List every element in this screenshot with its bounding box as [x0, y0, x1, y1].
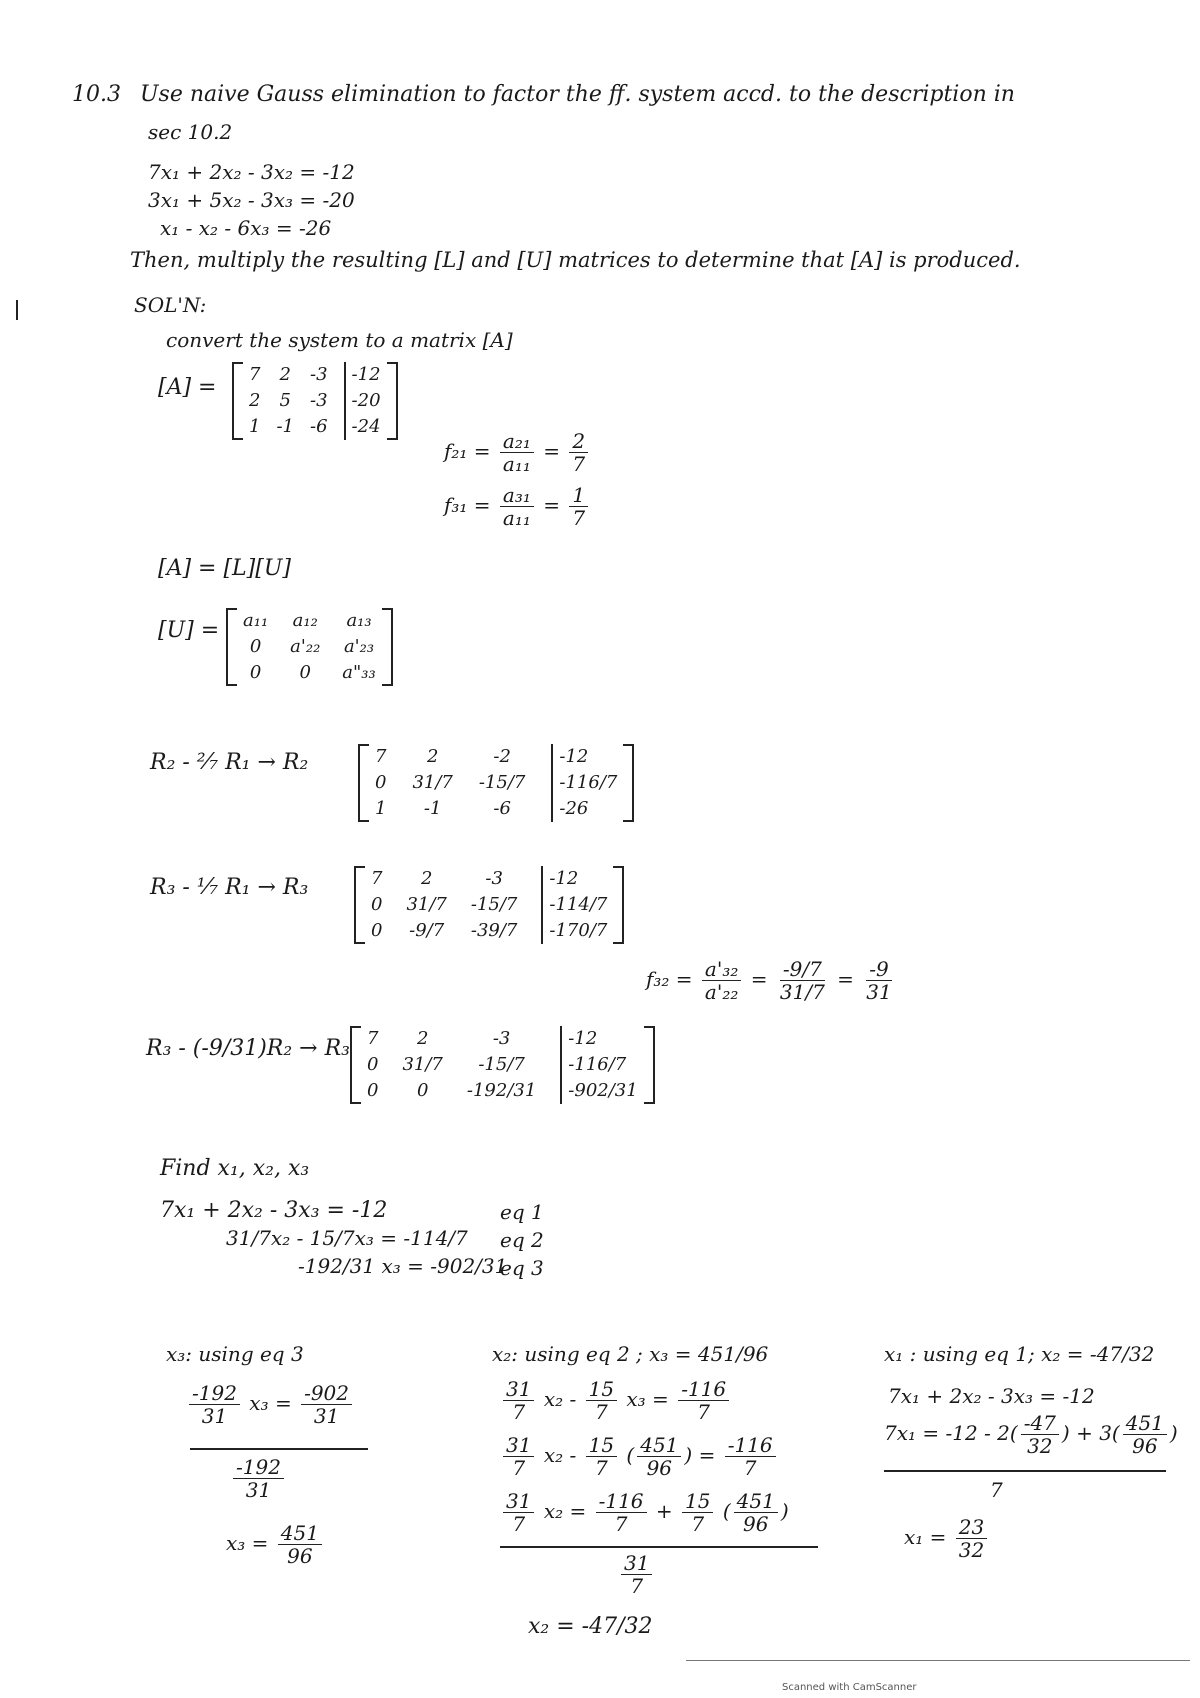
problem-number: 10.3: [72, 82, 121, 107]
problem-eq-3: x₁ - x₂ - 6x₃ = -26: [160, 216, 332, 240]
f32-expression: f₃₂ = $\frac{\text{a'₃₂}}{\text{a'₂₂}}$ = $\frac{-9/7}{31/7}$ = $\frac{-9}{31}$: [646, 957, 892, 1004]
matrix-u-label: [U] =: [158, 618, 220, 643]
step3-matrix: 7 0 0 2 31/7 0 -3 -15/7 -192/31 -12 -116/7 -902/31: [350, 1026, 655, 1104]
x1-divisor: 7: [990, 1478, 1003, 1502]
a-equals-lu: [A] = [L][U]: [158, 556, 291, 581]
problem-eq-1: 7x₁ + 2x₂ - 3x₂ = -12: [148, 160, 355, 184]
x3-divisor: $\frac{-192}{31}$: [230, 1456, 287, 1501]
matrix-u: a₁₁ 0 0 a₁₂ a'₂₂ 0 a₁₃ a'₂₃ a"₃₃: [226, 608, 393, 686]
x1-line-2: 7x₁ = -12 - 2( $\frac{-47}{32}$ ) + 3( $\frac{451}{96}$ ): [884, 1411, 1178, 1458]
problem-line-3: Then, multiply the resulting [L] and [U] matrices to determine that [A] is produced.: [130, 248, 1021, 272]
eq2-tag: eq 2: [500, 1228, 544, 1252]
x1-division-line: [884, 1470, 1166, 1472]
x3-heading: x₃: using eq 3: [166, 1342, 304, 1366]
solution-label: SOL'N:: [134, 293, 207, 317]
x1-result: x₁ = $\frac{23}{32}$: [904, 1516, 990, 1561]
step2-matrix: 7 0 0 2 31/7 -9/7 -3 -15/7 -39/7 -12 -114/7 -170/7: [354, 866, 624, 944]
x1-line-1: 7x₁ + 2x₂ - 3x₃ = -12: [888, 1384, 1095, 1408]
eq1-tag: eq 1: [500, 1200, 544, 1224]
x2-result: x₂ = -47/32: [528, 1614, 653, 1639]
x3-result: x₃ = $\frac{451}{96}$: [226, 1522, 325, 1567]
x2-line-3: $\frac{31}{7}$ x₂ = $\frac{-116}{7}$ + $\frac{15}{7}$ ( $\frac{451}{96}$ ): [500, 1490, 789, 1535]
step3-operation: R₃ - (-9/31)R₂ → R₃: [146, 1036, 350, 1061]
problem-line-1: Use naive Gauss elimination to factor the ff. system accd. to the description in: [140, 82, 1015, 107]
footer-rule: [686, 1660, 1190, 1661]
convert-text: convert the system to a matrix [A]: [166, 328, 513, 352]
step1-matrix: 7 0 1 2 31/7 -1 -2 -15/7 -6 -12 -116/7 -26: [358, 744, 634, 822]
x2-heading: x₂: using eq 2 ; x₃ = 451/96: [492, 1342, 769, 1366]
system-eq-1: 7x₁ + 2x₂ - 3x₃ = -12: [160, 1198, 388, 1223]
x1-heading: x₁ : using eq 1; x₂ = -47/32: [884, 1342, 1155, 1366]
problem-eq-2: 3x₁ + 5x₂ - 3x₃ = -20: [148, 188, 355, 212]
x2-divisor: $\frac{31}{7}$: [618, 1552, 655, 1597]
scanner-watermark: Scanned with CamScanner: [782, 1682, 917, 1693]
step2-operation: R₃ - ¹⁄₇ R₁ → R₃: [150, 875, 309, 900]
margin-mark: [16, 300, 18, 320]
system-eq-3: -192/31 x₃ = -902/31: [298, 1254, 508, 1278]
x2-line-2: $\frac{31}{7}$ x₂ - $\frac{15}{7}$ ( $\frac{451}{96}$ ) = $\frac{-116}{7}$: [500, 1434, 779, 1479]
x3-division-line: [190, 1448, 368, 1450]
find-heading: Find x₁, x₂, x₃: [160, 1156, 310, 1181]
f31-expression: f₃₁ = $\frac{\text{a₃₁}}{\text{a₁₁}}$ = $\frac{1}{7}$: [444, 484, 591, 529]
x3-equation: $\frac{-192}{31}$ x₃ = $\frac{-902}{31}$: [186, 1382, 355, 1427]
f21-expression: f₂₁ = $\frac{\text{a₂₁}}{\text{a₁₁}}$ = $\frac{2}{7}$: [444, 430, 591, 475]
problem-line-2: sec 10.2: [148, 120, 233, 144]
x2-division-line: [500, 1546, 818, 1548]
system-eq-2: 31/7x₂ - 15/7x₃ = -114/7: [226, 1226, 468, 1250]
matrix-a-label: [A] =: [158, 375, 217, 400]
eq3-tag: eq 3: [500, 1256, 544, 1280]
matrix-a: 7 2 1 2 5 -1 -3 -3 -6 -12 -20 -24: [232, 362, 398, 440]
x2-line-1: $\frac{31}{7}$ x₂ - $\frac{15}{7}$ x₃ = $\frac{-116}{7}$: [500, 1378, 732, 1423]
step1-operation: R₂ - ²⁄₇ R₁ → R₂: [150, 750, 309, 775]
